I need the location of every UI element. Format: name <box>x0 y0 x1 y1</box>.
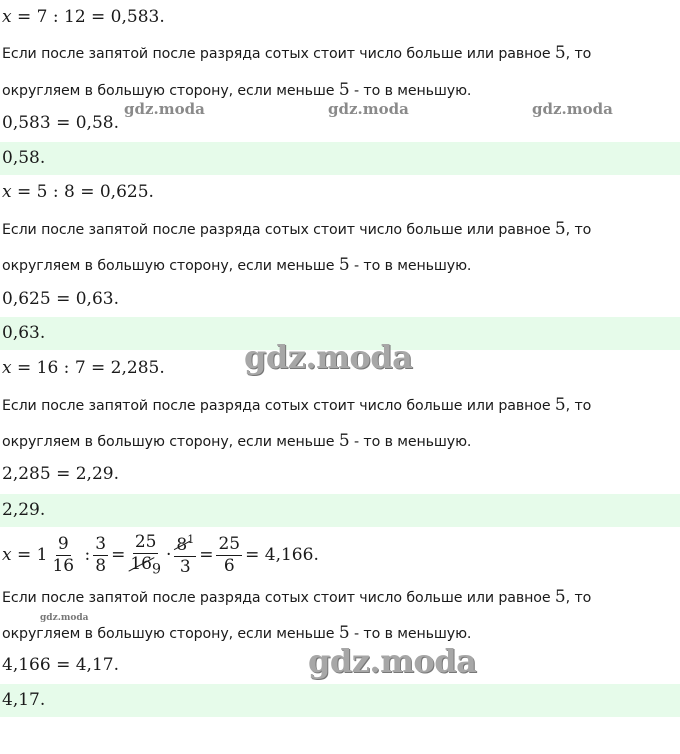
rule-text-line2: округляем в большую сторону, если меньше 5 - то в меньшую. <box>2 623 472 643</box>
watermark: gdz.moda <box>532 100 613 118</box>
rule-text-line2: округляем в большую сторону, если меньше 5 - то в меньшую. <box>2 80 472 100</box>
fraction-8-3: $\frac{8^1}{3}$ <box>176 533 195 577</box>
fraction-9-16: $\frac{9}{16}$ <box>52 533 75 576</box>
equation-1-text: = 7 : 12 = 0,583. <box>17 7 165 27</box>
fraction-25-16: $\frac{25}{16_9}$ <box>130 531 161 578</box>
answer-4: 4,17. <box>0 684 680 717</box>
fraction-25-6: $\frac{25}{6}$ <box>218 533 241 576</box>
rounding-2: 0,625 = 0,63. <box>2 289 119 309</box>
equation-1 <box>0 2 680 32</box>
equation-3: x = 16 : 7 = 2,285. <box>2 358 165 378</box>
watermark-tiny: gdz.moda <box>40 613 89 623</box>
rounding-1: 0,583 = 0,58. <box>2 113 119 133</box>
rule-text-line2: округляем в большую сторону, если меньше 5 - то в меньшую. <box>2 255 472 275</box>
variable-x: x <box>2 7 12 27</box>
rule-text-line1: Если после запятой после разряда сотых стоит число больше или равное 5, то <box>2 587 592 607</box>
rule-text-line1: Если после запятой после разряда сотых стоит число больше или равное 5, то <box>2 395 592 415</box>
rule-text-line1: Если после запятой после разряда сотых стоит число больше или равное 5, то <box>2 43 592 63</box>
watermark-large: gdz.moda <box>308 642 477 680</box>
answer-1: 0,58. <box>0 142 680 175</box>
equation-2: x = 5 : 8 = 0,625. <box>2 182 154 202</box>
rule-text-line2: округляем в большую сторону, если меньше 5 - то в меньшую. <box>2 431 472 451</box>
fraction-3-8: $\frac{3}{8}$ <box>95 533 107 576</box>
watermark: gdz.moda <box>124 100 205 118</box>
equation-4: x = 1 $\frac{9}{16}$ : $\frac{3}{8}$ = $\frac{25}{16_9}$ · $\frac{8^1}{3}$ = $\frac{25}{6}$ = 4,166. <box>2 531 319 578</box>
rounding-4: 4,166 = 4,17. <box>2 655 119 675</box>
rule-text-line1: Если после запятой после разряда сотых стоит число больше или равное 5, то <box>2 219 592 239</box>
rounding-3: 2,285 = 2,29. <box>2 464 119 484</box>
answer-3: 2,29. <box>0 494 680 527</box>
watermark-large: gdz.moda <box>244 338 413 376</box>
watermark: gdz.moda <box>328 100 409 118</box>
answer-2: 0,63. <box>0 317 680 350</box>
